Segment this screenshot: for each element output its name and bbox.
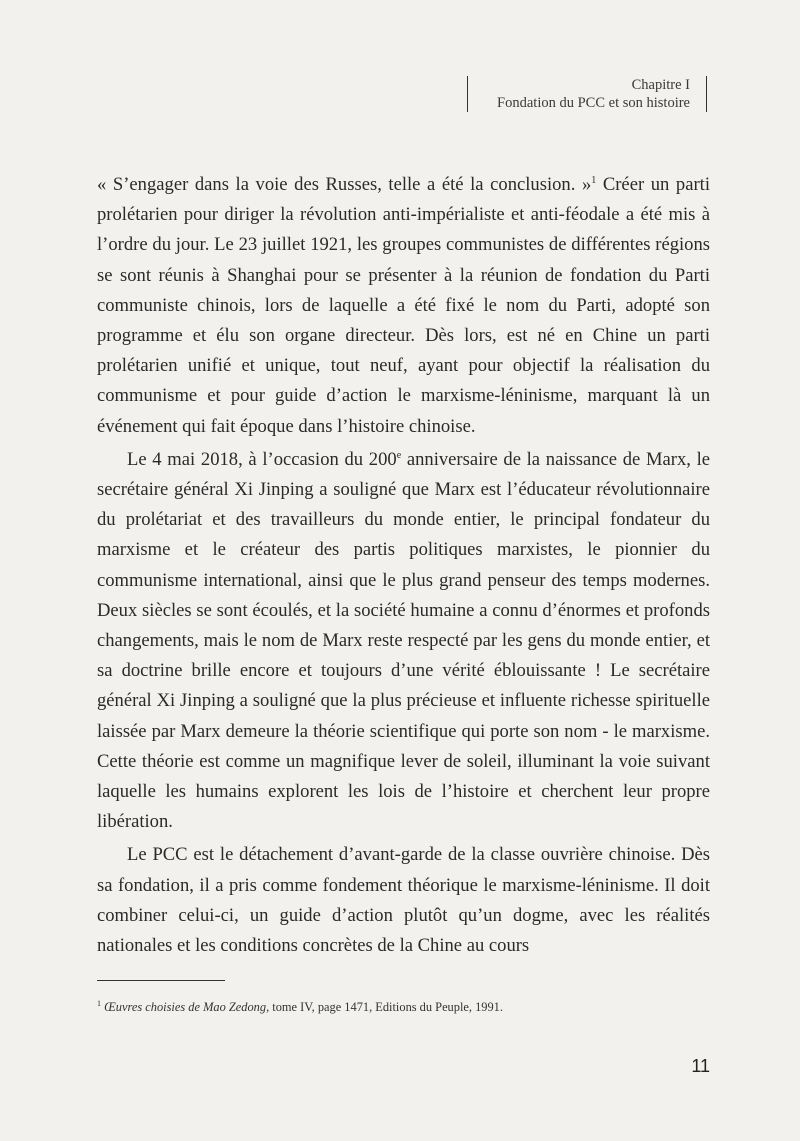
footnote [97, 1000, 717, 1015]
paragraph [97, 445, 710, 838]
paragraph-text: Créer un parti prolétarien pour diriger la révolution anti-impérialiste et anti-féodale a été mis à l’ordre du jour. Le 23 juillet 1921, les groupes communistes de différentes régions se sont réunis à Shanghai pour se présenter à la réunion de fondation du Parti communiste chinois, lors de laquelle a été fixé le nom du Parti, adopté son programme et élu son organe directeur. Dès lors, est né en Chine un parti prolétarien unifié et unique, tout neuf, ayant pour objectif la réalisation du communisme et pour guide d’action le marxisme-léninisme, marquant là un événement qui fait époque dans l’histoire chinoise. [97, 174, 710, 437]
running-header [467, 76, 707, 112]
page-number: 11 [691, 1056, 710, 1076]
paragraph [97, 170, 710, 442]
paragraph [97, 840, 710, 961]
paragraph-text: anniversaire de la naissance de Marx, le secrétaire général Xi Jinping a souligné que Marx est l’éducateur révolutionnaire du prolétariat et des travailleurs du monde entier, le principal fondateur du marxisme et le créateur des partis politiques marxistes, le pionnier du communisme international, ainsi que le plus grand penseur des temps modernes. Deux siècles se sont écoulés, et la société humaine a connu d’énormes et profonds changements, mais le nom de Marx reste respecté par les gens du monde entier, et sa doctrine brille encore et toujours d’une vérité éblouissante ! Le secrétaire général Xi Jinping a souligné que la plus précieuse et influente richesse spirituelle laissée par Marx demeure la théorie scientifique qui porte son nom - le marxisme. Cette théorie est comme un magnifique lever de soleil, illuminant la voie suivant laquelle les humains explorent les lois de l’histoire et cherchent leur propre libération. [97, 448, 711, 833]
section-title: Fondation du PCC et son histoire [497, 95, 690, 111]
paragraph-text: « S’engager dans la voie des Russes, telle a été la conclusion. » [97, 174, 592, 195]
ordinal-suffix: e [396, 449, 402, 461]
footnote-divider [97, 980, 225, 981]
footnote-marker: 1 [97, 999, 101, 1008]
chapter-label: Chapitre I [631, 77, 690, 93]
paragraph-text: Le PCC est le détachement d’avant-garde de la classe ouvrière chinoise. Dès sa fondation, il a pris comme fondement théorique le marxisme-léninisme. Il doit combiner celui-ci, un guide d’action plutôt qu’un dogme, avec les réalités nationales et les conditions concrètes de la Chine au cours [97, 844, 710, 957]
footnote-text: , tome IV, page 1471, Editions du Peuple, 1991. [266, 1000, 503, 1014]
footnote-ref: 1 [591, 175, 597, 186]
paragraph-text: Le 4 mai 2018, à l’occasion du 200 [127, 448, 397, 470]
footnote-title: Œuvres choisies de Mao Zedong [104, 1000, 267, 1014]
body-text [97, 170, 710, 964]
